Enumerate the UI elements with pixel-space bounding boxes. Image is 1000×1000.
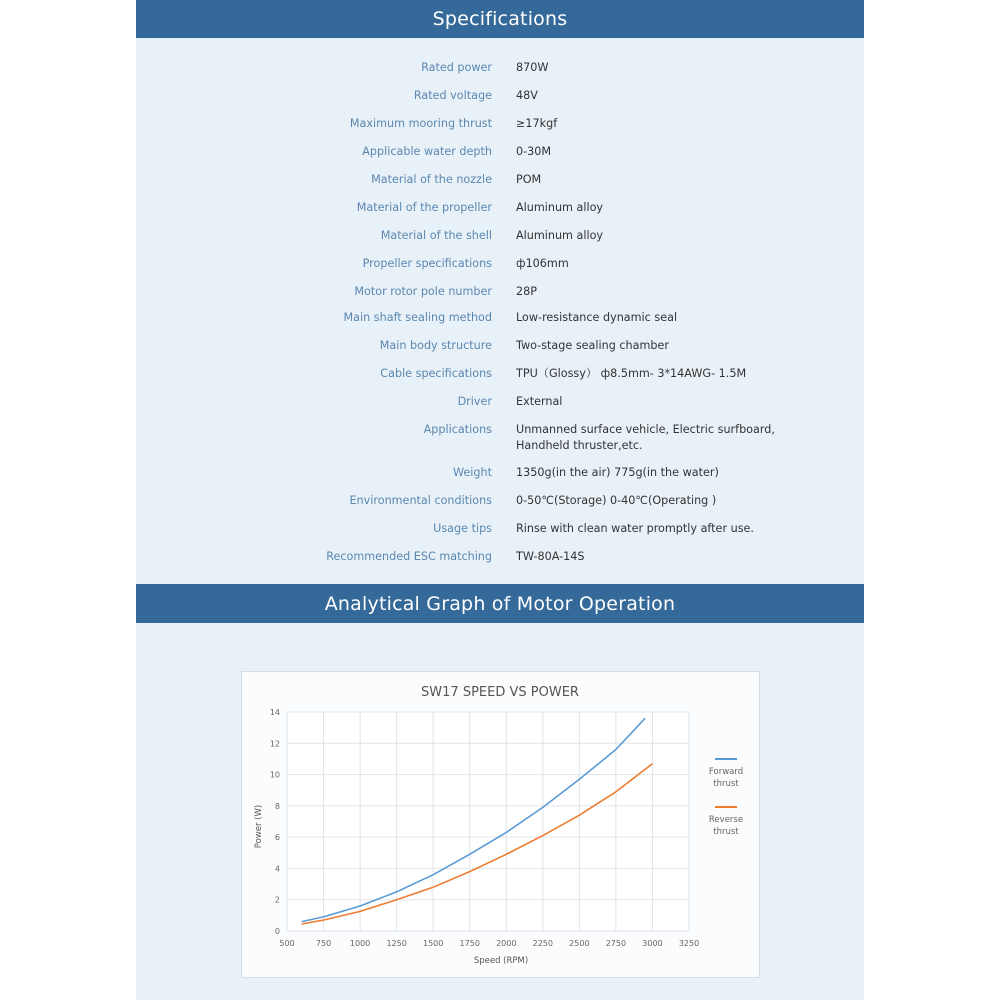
legend-label: Forward	[708, 767, 744, 777]
x-tick-label: 1500	[423, 939, 444, 948]
x-tick-label: 3000	[642, 939, 663, 948]
x-tick-label: 2500	[569, 939, 590, 948]
spec-value-line: Unmanned surface vehicle, Electric surfboard,	[516, 423, 775, 436]
spec-label: Cable specifications	[380, 367, 492, 380]
spec-value-line: Aluminum alloy	[516, 229, 604, 242]
spec-value	[516, 88, 538, 104]
y-tick-label: 8	[274, 801, 280, 811]
spec-value-line: ≥17kgf	[516, 117, 558, 130]
spec-value	[516, 172, 541, 188]
spec-value	[516, 116, 557, 132]
spec-value-line: External	[516, 395, 563, 408]
spec-value	[516, 200, 603, 216]
legend-label: thrust	[713, 779, 739, 789]
spec-value	[516, 310, 677, 326]
spec-value-line: 48V	[516, 89, 538, 102]
x-tick-label: 750	[315, 939, 332, 948]
x-tick-label: 2250	[532, 939, 553, 948]
x-tick-label: 2750	[605, 939, 627, 948]
spec-value-line: 870W	[516, 61, 549, 74]
spec-label: Main shaft sealing method	[343, 311, 492, 324]
spec-value-line: ф106mm	[516, 257, 569, 270]
spec-label: Usage tips	[433, 522, 492, 535]
x-axis-label: Speed (RPM)	[473, 956, 529, 966]
spec-label: Maximum mooring thrust	[349, 117, 492, 130]
spec-label: Rated power	[421, 61, 492, 74]
spec-label: Rated voltage	[413, 89, 492, 102]
speed-power-chart	[241, 671, 760, 978]
spec-value	[516, 422, 775, 454]
spec-value-line: 1350g(in the air) 775g(in the water)	[516, 466, 719, 479]
spec-value	[516, 394, 562, 410]
spec-value	[516, 60, 548, 76]
y-tick-label: 12	[269, 739, 280, 749]
spec-value-line: Handheld thruster,etc.	[516, 439, 643, 452]
spec-value-line: Low-resistance dynamic seal	[516, 311, 678, 324]
y-tick-label: 14	[269, 708, 280, 717]
spec-value-line: POM	[516, 173, 542, 186]
spec-label: Recommended ESC matching	[326, 550, 492, 563]
y-tick-label: 4	[274, 864, 280, 874]
plot-area	[287, 712, 689, 931]
spec-value	[516, 228, 603, 244]
chart-svg	[242, 672, 759, 977]
specifications-banner	[136, 0, 864, 38]
y-tick-label: 10	[269, 770, 280, 780]
spec-value	[516, 366, 746, 382]
spec-value-line: 28P	[516, 285, 537, 298]
y-axis-label: Power (W)	[254, 804, 264, 849]
x-tick-label: 3250	[678, 939, 700, 948]
chart-title: SW17 SPEED VS POWER	[421, 685, 579, 700]
spec-value-line: Two-stage sealing chamber	[516, 339, 669, 352]
spec-value	[516, 338, 669, 354]
x-tick-label: 1000	[349, 939, 371, 948]
x-tick-label: 2000	[496, 939, 517, 948]
y-tick-label: 0	[274, 927, 280, 936]
x-tick-label: 1250	[386, 939, 407, 948]
spec-value	[516, 144, 551, 160]
spec-label: Applications	[423, 423, 492, 436]
spec-label: Driver	[457, 395, 492, 408]
legend-label: thrust	[713, 827, 739, 837]
spec-value-line: 0-30M	[516, 145, 552, 158]
x-tick-label: 1750	[459, 939, 480, 948]
spec-value-line: Rinse with clean water promptly after use.	[516, 522, 754, 535]
y-tick-label: 2	[274, 895, 280, 905]
legend-label: Reverse	[708, 815, 744, 825]
spec-label: Material of the propeller	[356, 201, 492, 214]
spec-label: Motor rotor pole number	[354, 285, 492, 298]
spec-label: Material of the shell	[380, 229, 492, 242]
spec-value-line: Aluminum alloy	[516, 201, 604, 214]
spec-value	[516, 284, 537, 300]
spec-label: Environmental conditions	[349, 494, 492, 507]
spec-label: Material of the nozzle	[371, 173, 492, 186]
analytical-graph-title: Analytical Graph of Motor Operation	[324, 592, 676, 615]
x-tick-label: 500	[279, 939, 295, 948]
analytical-graph-banner	[136, 584, 864, 623]
spec-value-line: 0-50℃(Storage) 0-40℃(Operating )	[516, 494, 717, 507]
spec-value-line: TW-80A-14S	[516, 550, 585, 563]
spec-value	[516, 521, 754, 537]
spec-value	[516, 256, 569, 272]
spec-value	[516, 549, 585, 565]
specifications-title: Specifications	[432, 8, 568, 30]
spec-value	[516, 493, 716, 509]
spec-label: Propeller specifications	[362, 257, 492, 270]
spec-value	[516, 465, 719, 481]
spec-label: Main body structure	[379, 339, 492, 352]
spec-label: Applicable water depth	[362, 145, 492, 158]
y-tick-label: 6	[274, 833, 280, 843]
spec-label: Weight	[453, 466, 492, 479]
spec-value-line: TPU（Glossy） ф8.5mm- 3*14AWG- 1.5M	[516, 367, 747, 380]
